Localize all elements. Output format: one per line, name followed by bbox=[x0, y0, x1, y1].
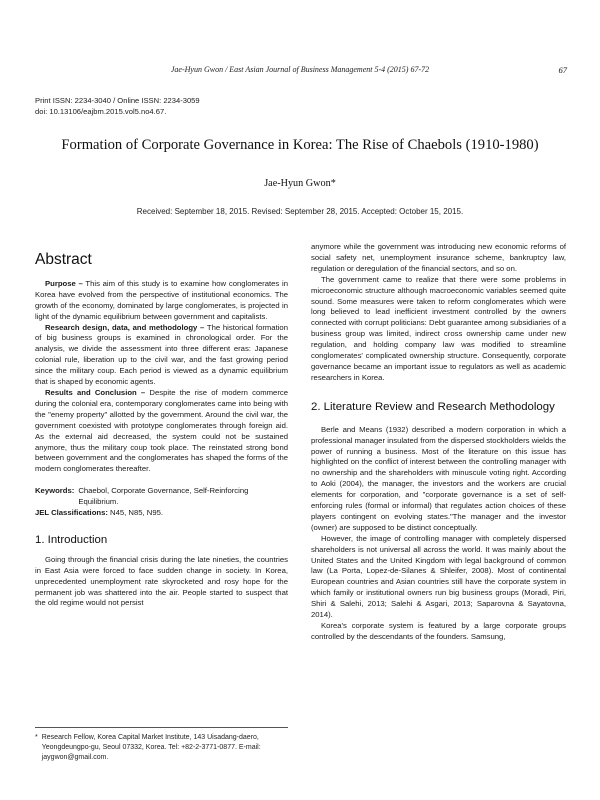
received-dates: Received: September 18, 2015. Revised: September 28, 2015. Accepted: October 15, 2015. bbox=[136, 207, 464, 216]
purpose-text: This aim of this study is to examine how conglomerates in Korea have evolved from the perspective of institutional economics. The growth of the economy, dominated by large conglomerates, is projected in light of the dynamic equilibrium between government and capitalists. bbox=[35, 278, 288, 321]
footnote-text: Research Fellow, Korea Capital Market Institute, 143 Uisadang-daero, Yeongdeungpo-gu, Seoul 07332, Korea. Tel: +82-2-3771-0877. E-mail: jaygwon@gmail.com. bbox=[41, 734, 261, 761]
intro-paragraph: Going through the financial crisis during the late nineties, the countries in East Asia were forced to face sudden change in society. In Korea, unprecedented unemployment rate skyrocketed and rosy hope for the permanent job was shattered into the air. People started to suspect that the old regime would not persist bbox=[35, 554, 288, 608]
design-label: Research design, data, and methodology – bbox=[45, 322, 205, 332]
running-header: Jae-Hyun Gwon / East Asian Journal of Business Management 5-4 (2015) 67-72 bbox=[170, 65, 430, 74]
doi-line: doi: 10.13106/eajbm.2015.vol5.no4.67. bbox=[35, 106, 167, 116]
page-number: 67 bbox=[558, 65, 567, 75]
jel-classifications bbox=[35, 508, 288, 519]
literature-paragraph-3: Korea's corporate system is featured by a large corporate groups controlled by the descendants of the founders. Samsung, bbox=[311, 621, 566, 641]
literature-paragraph-1: Berle and Means (1932) described a modern corporation in which a professional manager insulated from the dispersed stockholders wields the power of running a business. Most of the literature on this issue has highlighted on the conflict of interest between the controlling manager with no ownership and the shareholders with minuscule voting right. According to Aoki (2004), the manager, the investors and the workers are crucial elements for corporation, and "corporate governance is a set of self-enforcing rules (formal or informal) that regulates action choices of these players contingent on evolving states."The manager and the investor (owner) are supposed to be distinct conceptually. bbox=[311, 424, 566, 532]
results-text: Despite the rise of modern commerce during the colonial era, contemporary conglomerates came into being with the "enemy property" allotted by the government. Around the civil war, the government coexisted with prototype conglomerates through foreign aid. As the external aid decreased, the system could not be sustained anymore, thus the military coup took place. The reinstated strong bond between government and the conglomerates has shaped the forms of the modern conglomerates thereafter. bbox=[35, 387, 288, 474]
keywords-label: Keywords: bbox=[35, 486, 75, 496]
footnote bbox=[35, 727, 288, 763]
issn-line: Print ISSN: 2234-3040 / Online ISSN: 2234-3059 bbox=[35, 96, 200, 105]
abstract-purpose bbox=[35, 279, 288, 323]
abstract-results bbox=[35, 388, 288, 475]
intro-paragraph-2: The government came to realize that there were some problems in microeconomic structure although macroeconomic variables seemed quite sound. Some measures were taken to reform conglomerates which were long believed to lead inefficient investment controlled by the owners connected with corrupt politicians: Debt guarantee among subsidiaries of a business group was limited, indirect cross ownership came under new regulation, and holding company law was modified to streamline conglomerates' complicated ownership structure. Consequently, corporate governance became an important issue to regulators as well as academic researchers in Korea. bbox=[311, 274, 566, 382]
abstract-heading: Abstract bbox=[35, 251, 92, 268]
issn-block bbox=[35, 96, 200, 117]
intro-continued: anymore while the government was introducing new economic reforms of social safety net, unemployment insurance scheme, bankruptcy law, regulation or deregulation of the financial sectors, and so on. bbox=[311, 242, 566, 273]
abstract-design bbox=[35, 323, 288, 388]
results-label: Results and Conclusion – bbox=[45, 387, 146, 397]
intro-heading: 1. Introduction bbox=[35, 533, 108, 546]
design-text: The historical formation of big business groups is examined in chronological order. For the analysis, we divide the assessment into three different eras: Japanese colonial rule, liberation up to the civil war, and the fast growing period since the military coup. Each period is viewed as a dynamic equilibrium that is shaped by economic agents. bbox=[35, 322, 288, 387]
literature-heading: 2. Literature Review and Research Methodology bbox=[311, 400, 555, 413]
keywords bbox=[35, 486, 288, 508]
jel-text: N45, N85, N95. bbox=[107, 508, 164, 518]
paper-title: Formation of Corporate Governance in Korea: The Rise of Chaebols (1910-1980) bbox=[61, 137, 539, 153]
footnote-marker: * bbox=[35, 734, 38, 741]
left-column bbox=[35, 242, 288, 609]
right-column bbox=[311, 242, 566, 643]
author-name: Jae-Hyun Gwon* bbox=[264, 178, 336, 189]
literature-paragraph-2: However, the image of controlling manager with completely dispersed shareholders is not universal all across the world. It was mainly about the United States and the United Kingdom with legal background of common law (La Porta, Lopez-de-Silanes & Shleifer, 2008). Most of continental European countries and Asian countries still have the corporate system in which family or institutional owners run big business groups (Moradi, Piri, Shiri & Salehi, 2013; Salehi & Asgari, 2013; Saparovna & Sayatovna, 2014). bbox=[311, 533, 566, 620]
purpose-label: Purpose – bbox=[45, 278, 83, 288]
jel-label: JEL Classifications: bbox=[35, 508, 108, 518]
keywords-text: Chaebol, Corporate Governance, Self-Reinforcing Equilibrium. bbox=[78, 486, 249, 507]
